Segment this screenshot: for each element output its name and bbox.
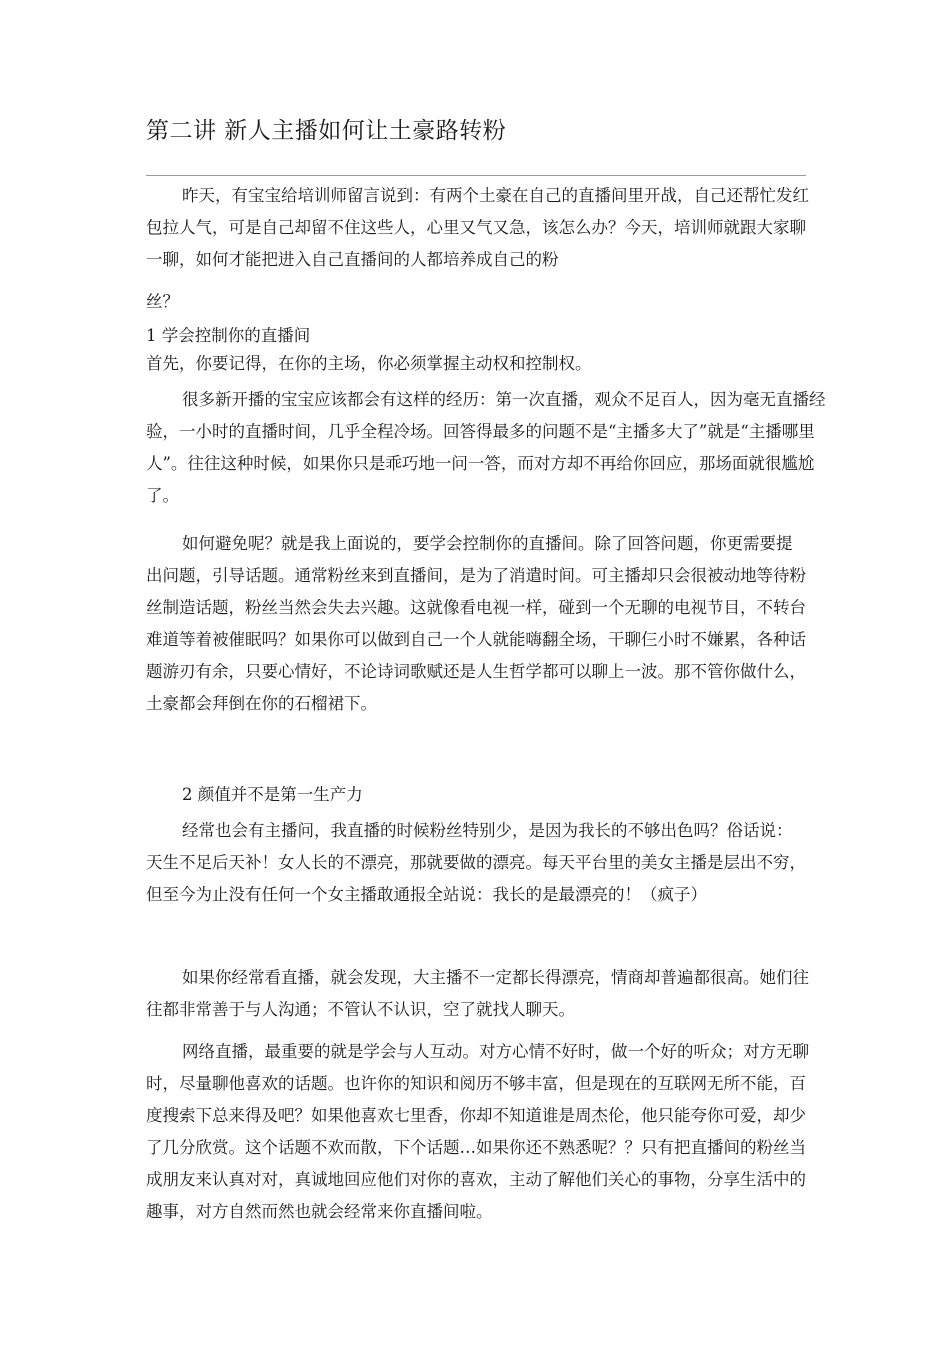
paragraph-5: 如果你经常看直播，就会发现，大主播不一定都长得漂亮，情商却普遍都很高。她们往往都非常善于与人沟通；不管认不认识，空了就找人聊天。 — [146, 968, 809, 1019]
paragraph-3: 如何避免呢？就是我上面说的，要学会控制你的直播间。除了回答问题，你更需要提出问题，引导话题。通常粉丝来到直播间，是为了消遣时间。可主播却只会很被动地等待粉丝制造话题，粉丝当然会失去兴趣。这就像看电视一样，碰到一个无聊的电视节目，不转台难道等着被催眠吗？如果你可以做到自己一个人就能嗨翻全场，干聊仨小时不嫌累，各种话题游刃有余，只要心情好，不论诗词歌赋还是人生哲学都可以聊上一波。那不管你做什么，土豪都会拜倒在你的石榴裙下。 — [146, 534, 806, 713]
paragraph-2: 很多新开播的宝宝应该都会有这样的经历：第一次直播，观众不足百人，因为毫无直播经验，一小时的直播时间，几乎全程冷场。回答得最多的问题不是“主播多大了”就是“主播哪里人”。往往这种时候，如果你只是乖巧地一问一答，而对方却不再给你回应，那场面就很尴尬了。 — [146, 390, 826, 505]
section-heading-2: 2 颜值并不是第一生产力 — [182, 785, 363, 804]
paragraph-1: 首先，你要记得，在你的主场，你必须掌握主动权和控制权。 — [146, 354, 592, 373]
title-divider — [146, 175, 806, 176]
intro-paragraph: 昨天，有宝宝给培训师留言说到：有两个土豪在自己的直播间里开战，自己还帮忙发红包拉人气，可是自己却留不住这些人，心里又气又急，该怎么办？今天，培训师就跟大家聊一聊，如何才能把进入自己直播间的人都培养成自己的粉 — [146, 186, 809, 269]
paragraph-4: 经常也会有主播问，我直播的时候粉丝特别少，是因为我长的不够出色吗？俗话说：天生不足后天补！女人长的不漂亮，那就要做的漂亮。每天平台里的美女主播是层出不穷，但至今为止没有任何一个女主播敢通报全站说：我长的是最漂亮的！（疯子） — [146, 821, 806, 904]
intro-paragraph-tail: 丝？ — [146, 292, 179, 311]
page-title: 第二讲 新人主播如何让土豪路转粉 — [146, 118, 507, 144]
paragraph-6: 网络直播，最重要的就是学会与人互动。对方心情不好时，做一个好的听众；对方无聊时，尽量聊他喜欢的话题。也许你的知识和阅历不够丰富，但是现在的互联网无所不能，百度搜索下总来得及吧？如果他喜欢七里香，你却不知道谁是周杰伦，他只能夸你可爱，却少了几分欣赏。这个话题不欢而散，下个话题…如果你还不熟悉呢？？只有把直播间的粉丝当成朋友来认真对对，真诚地回应他们对你的喜欢，主动了解他们关心的事物，分享生活中的趣事，对方自然而然也就会经常来你直播间啦。 — [146, 1042, 809, 1221]
section-heading-1: 1 学会控制你的直播间 — [146, 326, 311, 345]
